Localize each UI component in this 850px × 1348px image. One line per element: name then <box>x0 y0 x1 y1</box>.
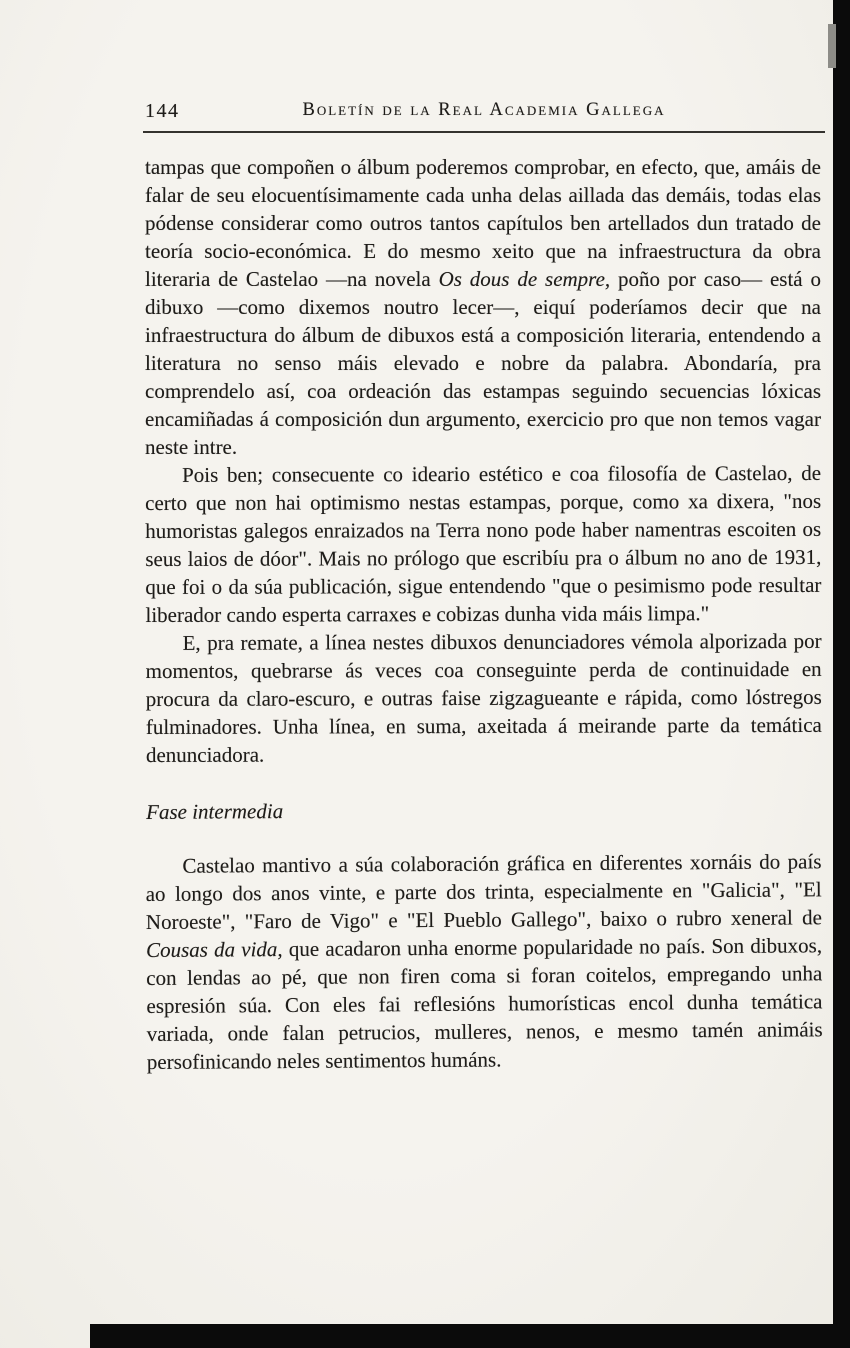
text-segment: Pois ben; consecuente co ideario estético e coa filosofía de Castelao, de certo que non hai optimismo nestas estampas, porque, como xa dixera, "nos humoristas galegos enraizados na Terra nono pode haber namentras escoiten os seus laios de dóor". Mais no prólogo que escribíu pra o álbum no ano de 1931, que foi o da súa publicación, sigue entendendo "que o pesimismo pode resultar liberador cando esperta carraxes e cobizas dunha vida máis limpa." <box>145 460 822 627</box>
page-header <box>145 100 823 126</box>
paragraph-4 <box>145 847 823 1076</box>
paragraph-1 <box>145 153 821 461</box>
mid-text-group <box>145 459 822 769</box>
lower-text-group <box>145 793 823 1076</box>
text-block <box>145 153 821 1076</box>
text-segment: Castelao mantivo a súa colaboración gráfica en diferentes xornáis do país ao longo dos anos vinte, e parte dos trinta, especialmente en "Galicia", "El Noroeste", "Faro de Vigo" e "El Pueblo Gallego", baixo o rubro xeneral de <box>145 849 822 934</box>
text-segment: tampas que compoñen o álbum poderemos comprobar, en efecto, que, amáis de falar de seu elocuentísimamente cada unha delas aillada das demáis, todas elas pódense considerar como outros tantos capítulos ben artellados dun tratado de teoría socio-económica. E do mesmo xeito que na infraestructura da obra literaria de Castelao —na novela <box>145 155 821 291</box>
text-segment: poño por caso— está o dibuxo —como dixemos noutro lecer—, eiquí poderíamos decir que na infraestructura do álbum de dibuxos está a composición literaria, entendendo a literatura no senso máis elevado e nobre da palabra. Abondaría, pra comprendelo así, coa ordeación das estampas seguindo secuencias lóxicas encamiñadas á composición dun argumento, exercicio pro que non temos vagar neste intre. <box>145 267 821 459</box>
header-rule <box>143 131 825 133</box>
paragraph-2 <box>145 459 822 629</box>
text-segment: E, pra remate, a línea nestes dibuxos denunciadores vémola alporizada por momentos, quebrarse ás veces coa conseguinte perda de continuidade en procura da claro-escuro, e outras faise zigzagueante e rápida, como lóstregos fulminadores. Unha línea, en suma, axeitada á meirande parte da temática denunciadora. <box>145 628 822 767</box>
series-title-italic: Cousas da vida, <box>145 937 283 962</box>
scan-edge-notch <box>828 24 836 68</box>
text-segment: que acadaron unha enorme popularidade no país. Son dibuxos, con lendas ao pé, que non firen coma si foran coitelos, empregando unha espresión súa. Con eles fai reflesións humorísticas encol dunha temática variada, onde falan petrucios, mulleres, nenos, e mesmo tamén animáis persofinicando neles sentimentos humáns. <box>146 933 823 1074</box>
scan-edge-right <box>833 0 850 1348</box>
running-title: Boletín de la Real Academia Gallega <box>302 100 666 120</box>
page-number: 144 <box>145 100 180 122</box>
section-heading: Fase intermedia <box>146 799 284 824</box>
paragraph-3 <box>146 627 822 769</box>
novel-title-italic: Os dous de sempre, <box>438 267 611 291</box>
scan-edge-bottom <box>90 1324 850 1348</box>
